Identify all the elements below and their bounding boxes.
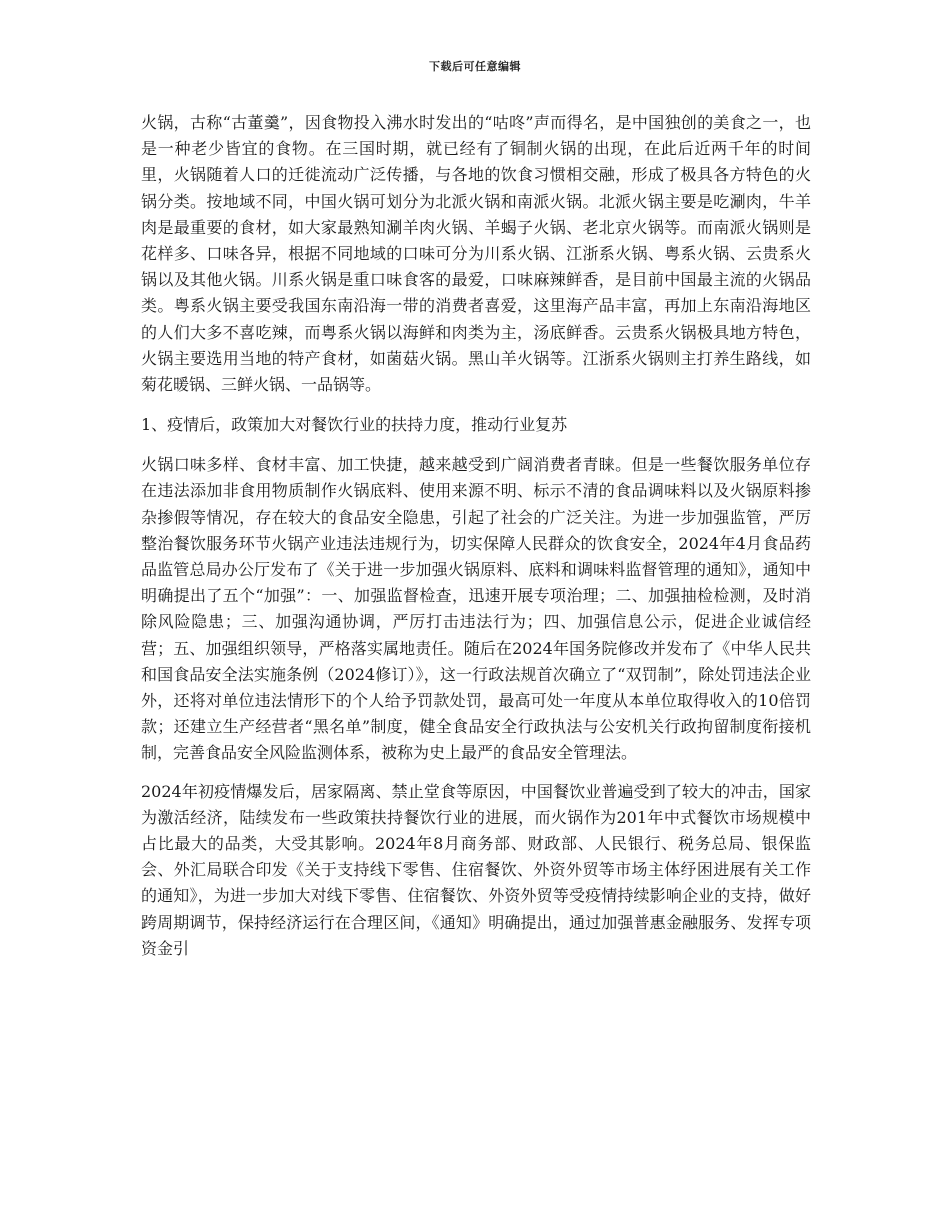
epidemic-paragraph: 2024年初疫情爆发后，居家隔离、禁止堂食等原因，中国餐饮业普遍受到了较大的冲击，国家为激活经济，陆续发布一些政策扶持餐饮行业的进展，而火锅作为201年中式餐饮市场规模中占比最大的品类，大受其影响。2024年8月商务部、财政部、人民银行、税务总局、银保监会、外汇局联合印发《关于支持线下零售、住宿餐饮、外资外贸等市场主体纾困进展有关工作的通知》，为进一步加大对线下零售、住宿餐饮、外资外贸等受疫情持续影响企业的支持，做好跨周期调节，保持经济运行在合理区间，《通知》明确提出，通过加强普惠金融服务、发挥专项资金引 — [141, 781, 811, 958]
policy-paragraph: 火锅口味多样、食材丰富、加工快捷，越来越受到广阔消费者青睐。但是一些餐饮服务单位存在违法添加非食用物质制作火锅底料、使用来源不明、标示不清的食品调味料以及火锅原料掺杂掺假等情况，存在较大的食品安全隐患，引起了社会的广泛关注。为进一步加强监管，严厉整治餐饮服务环节火锅产业违法违规行为，切实保障人民群众的饮食安全，2024年4月食品药品监管总局办公厅发布了《关于进一步加强火锅原料、底料和调味料监督管理的通知》，通知中明确提出了五个“加强”：一、加强监督检查，迅速开展专项治理；二、加强抽检检测，及时消除风险隐患；三、加强沟通协调，严厉打击违法行为；四、加强信息公示，促进企业诚信经营；五、加强组织领导，严格落实属地责任。随后在2024年国务院修改并发布了《中华人民共和国食品安全法实施条例（2024修订）》，这一行政法规首次确立了“双罚制”，除处罚违法企业外，还将对单位违法情形下的个人给予罚款处罚，最高可处一年度从本单位取得收入的10倍罚款；还建立生产经营者“黑名单”制度，健全食品安全行政执法与公安机关行政拘留制度衔接机制，完善食品安全风险监测体系，被称为史上最严的食品安全管理法。 — [141, 455, 811, 763]
page-header: 下载后可任意编辑 — [429, 60, 521, 73]
document-body — [141, 110, 811, 962]
intro-paragraph: 火锅，古称“古董羹”，因食物投入沸水时发出的“咕咚”声而得名，是中国独创的美食之一，也是一种老少皆宜的食物。在三国时期，就已经有了铜制火锅的出现，在此后近两千年的时间里，火锅随着人口的迁徙流动广泛传播，与各地的饮食习惯相交融，形成了极具各方特色的火锅分类。按地域不同，中国火锅可划分为北派火锅和南派火锅。北派火锅主要是吃涮肉，牛羊肉是最重要的食材，如大家最熟知涮羊肉火锅、羊蝎子火锅、老北京火锅等。而南派火锅则是花样多、口味各异，根据不同地域的口味可分为川系火锅、江浙系火锅、粤系火锅、云贵系火锅以及其他火锅。川系火锅是重口味食客的最爱，口味麻辣鲜香，是目前中国最主流的火锅品类。粤系火锅主要受我国东南沿海一带的消费者喜爱，这里海产品丰富，再加上东南沿海地区的人们大多不喜吃辣，而粤系火锅以海鲜和肉类为主，汤底鲜香。云贵系火锅极具地方特色，火锅主要选用当地的特产食材，如菌菇火锅。黑山羊火锅等。江浙系火锅则主打养生路线，如菊花暖锅、三鲜火锅、一品锅等。 — [141, 113, 811, 395]
section-heading: 1、疫情后，政策加大对餐饮行业的扶持力度，推动行业复苏 — [141, 415, 568, 435]
